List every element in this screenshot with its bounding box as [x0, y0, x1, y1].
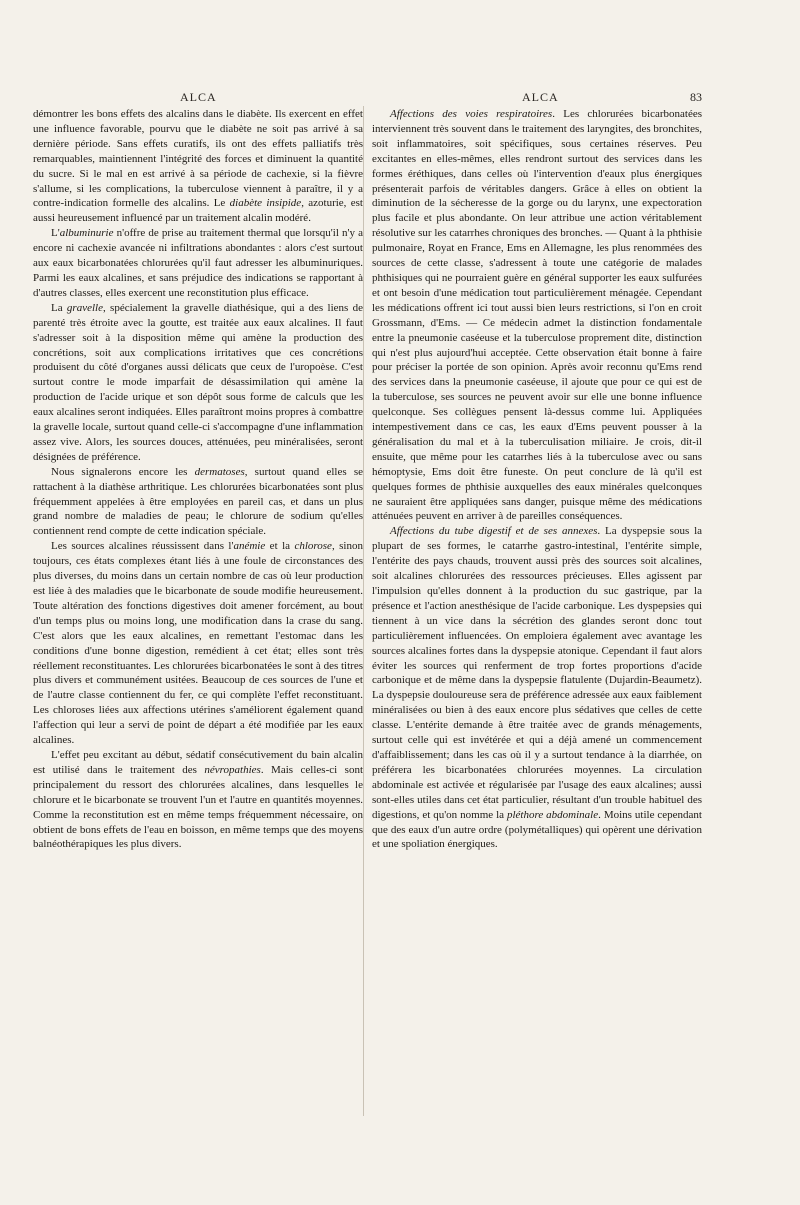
running-title-right: ALCA [522, 90, 559, 104]
page-number: 83 [690, 90, 702, 104]
paragraph-text: L'effet peu excitant au début, sédatif consécutivement du bain alcalin est utilisé dans le traitement des [33, 748, 363, 776]
paragraph-anemia [33, 539, 363, 748]
paragraph-gravel [33, 301, 363, 465]
italic-heading: Affections du tube digestif et de ses annexes [390, 525, 598, 538]
paragraph-text: L' [51, 227, 60, 240]
italic-term: pléthore abdominale [506, 808, 599, 821]
column-divider [363, 106, 364, 1116]
italic-term: dermatoses [194, 465, 245, 478]
paragraph-text: n'offre de prise au traitement thermal que lorsqu'il n'y a encore ni cachexie avancée ni infiltrations abondantes : alors c'est surtout aux eaux bicarbonatées chlorurées qu'il faut adresser les albuminuriques. Parmi les eaux alcalines, et sans préjudice des indications se rapportant à d'autres classes, elles exercent une reconstitution plus efficace. [33, 227, 363, 299]
paragraph-albuminuria [33, 226, 363, 301]
paragraph-text: . La dyspepsie sous la plupart de ses formes, le catarrhe gastro-intestinal, l'entérite simple, l'entérite des pays chauds, trouvent aussi près des sources soit alcalines, soit alcalines chlorurées des ressources précieuses. Elles agissent par l'impulsion qu'elles donnent à la production du suc gastrique, par la présence et l'action anesthésique de l'acide carbonique. Les dyspepsies qui tiennent à un vice dans la sécrétion des glandes seront donc tout particulièrement influencées. On emploiera également avec avantage les sources alcalines fortes dans la dyspepsie atonique. Cependant il faut alors éviter les sources qui renferment de trop fortes proportions d'acide carbonique et de même dans la dyspepsie flatulente (Dujardin-Beaumetz). La dyspepsie douloureuse sera de préférence adressée aux eaux faiblement minéralisées ou bien à des eaux encore plus sédatives que celles de cette classe. L'entérite demande à être traitée avec de grands ménagements, surtout celle qui est invétérée et qui a déjà amené un commencement d'affaiblissement; dans les cas où il y a surtout tendance à la diarrhée, on préférera les bicarbonatées chlorurées moyennes. La circulation abdominale est activée et régularisée par l'usage des eaux alcalines; aussi sont-elles utiles dans cet état particulier, résultant d'un trouble habituel des digestions, et qu'on nomme la [372, 525, 703, 821]
paragraph-text: La [51, 301, 67, 314]
paragraph-text: , sinon toujours, ces états complexes étant liés à une foule de circonstances des plus diverses, du moins dans un certain nombre de cas où leur production est liée à des maladies que le bicarbonate de soude modifie heureusement. Toute altération des fonctions digestives doit amener forcément, au bout d'un temps plus ou moins long, une modification dans la crase du sang. C'est alors que les eaux alcalines, en remettant l'estomac dans les conditions d'une bonne digestion, remédient à cet état; elles sont très réellement reconstituantes. Les chlorurées bicarbonatées le sont à des titres plus divers et communément usitées. Beaucoup de ces sources de l'une et de l'autre classe contiennent du fer, ce qui complète l'effet reconstituant. Les chloroses liées aux affections utérines s'améliorent également quand l'affection qui leur a servi de point de départ a été modifiée par les eaux alcalines. [33, 540, 363, 747]
paragraph-digestive [372, 524, 702, 852]
paragraph-text: et la [265, 540, 295, 553]
paragraph-respiratory [372, 107, 702, 524]
paragraph-text: , azoturie, est aussi heureusement influencé par un traitement alcalin modéré. [33, 197, 363, 225]
running-title-left: ALCA [180, 90, 217, 104]
paragraph-text: , surtout quand elles se rattachent à la diathèse arthritique. Les chlorurées bicarbonatées sont plus fréquemment appelées à être employées en pareil cas, et dans un plus grand nombre de maladies de peau; le chlorure de sodium qu'elles contiennent rend compte de cette indication spéciale. [33, 465, 364, 538]
right-text-column [372, 107, 702, 852]
left-text-column [33, 107, 363, 852]
paragraph-neuropathies [33, 748, 363, 852]
italic-term: anémie [233, 540, 266, 553]
paragraph-text: , spécialement la gravelle diathésique, qui a des liens de parenté très étroite avec la goutte, est traitée aux eaux alcalines. Il faut s'adresser soit à la disposition même qui amène la production des concrétions, soit aux complications irritatives que ces concrétions produisent du côté d'organes aussi délicats que ceux de l'uropoèse. C'est surtout contre le mode imparfait de désassimilation qui amène la production de l'acide urique et son dépôt sous forme de calculs que les eaux alcalines seront indiquées. Elles paraîtront moins propres à combattre la gravelle locale, surtout quand celle-ci s'accompagne d'une inflammation assez vive. Alors, les sources douces, atténuées, peu minéralisées, seront désignées de préférence. [33, 301, 363, 463]
italic-term: névropathies [204, 763, 261, 776]
paragraph-text: . Mais celles-ci sont principalement du ressort des chlorurées alcalines, dans lesquelles le chlorure et le bicarbonate se trouvent l'un et l'autre en quantités moyennes. Comme la reconstitution est en même temps fréquemment nécessaire, on obtient de bons effets de l'eau en boisson, en même temps que des moyens balnéothérapiques les plus divers. [33, 763, 363, 851]
italic-term: chlorose [294, 540, 332, 553]
paragraph-text: démontrer les bons effets des alcalins dans le diabète. Ils exercent en effet une influence favorable, pourvu que le diabète ne soit pas arrivé à sa dernière période. Sans effets curatifs, ils ont des effets palliatifs très remarquables, maintiennent l'intégrité des forces et diminuent la quantité du sucre. Si le mal en est arrivé à sa période de cachexie, si la fièvre s'allume, si les complications, la tuberculose viennent à paraître, il y a contre-indication formelle des alcalins. Le [33, 108, 363, 210]
italic-term: gravelle [66, 301, 103, 314]
italic-term: albuminurie [59, 227, 114, 240]
paragraph-text: Nous signalerons encore les [51, 465, 195, 478]
paragraph-text: . Les chlorurées bicarbonatées interviennent très souvent dans le traitement des laryngites, des bronchites, soit inflammatoires, soit spécifiques, sous certaines réserves. Peu excitantes en elles-mêmes, elles rendront surtout des services dans les formes éréthiques, dans celles où l'intervention d'eaux plus énergiques présenterait parfois de véritables dangers. Grâce à elles on obtient la diminution de la sécheresse de la gorge ou du larynx, une expectoration plus facile et plus abondante. On leur attribue une action véritablement résolutive sur les catarrhes chroniques des bronches. — Quant à la phthisie pulmonaire, Royat en France, Ems en Allemagne, les plus renommées des sources de cette classe, s'adressent à toute une catégorie de malades phthisiques qui ne pourraient guère en général supporter les eaux sulfurées et ont besoin d'une médication tout particulièrement ménagée. Cependant les médications offrent ici tout aussi bien leurs restrictions, si l'on en croit Grossmann, d'Ems. — Ce médecin admet la distinction fondamentale entre la pneumonie caséeuse et la tuberculose proprement dite, distinction qui n'est plus aujourd'hui acceptée. Cette observation était bonne à faire pour préciser la portée de son opinion. Après avoir reconnu qu'Ems rend des services dans la pneumonie caséeuse, il ajoute que pour ce qui est de la tuberculose, ses sources ne peuvent avoir sur elle une bonne influence quelconque. Ses collègues pensent là-dessus comme lui. Appliquées intempestivement dans ce cas, les eaux d'Ems peuvent pousser à la généralisation du mal et à la tuberculisation miliaire. Je crois, dit-il ensuite, que même pour les catarrhes liés à la tuberculose avec ou sans hémoptysie, Ems doit être funeste. On peut conclure de là qu'il est quelques formes de phthisie auxquelles des eaux minérales quelconques ne sauraient être appliquées sans danger, puisque même des médications atténuées peuvent en arriver à de pareilles conséquences. [372, 108, 702, 523]
paragraph-dermatoses [33, 465, 363, 540]
paragraph-diabetes [33, 107, 363, 226]
paragraph-text: Les sources alcalines réussissent dans l' [51, 540, 234, 553]
italic-term: diabète insipide [229, 197, 302, 210]
paragraph-text: . Moins utile cependant que des eaux d'un autre ordre (polymétalliques) qui opèrent une dérivation et une spoliation énergiques. [372, 808, 702, 851]
italic-heading: Affections des voies respiratoires [390, 108, 553, 120]
